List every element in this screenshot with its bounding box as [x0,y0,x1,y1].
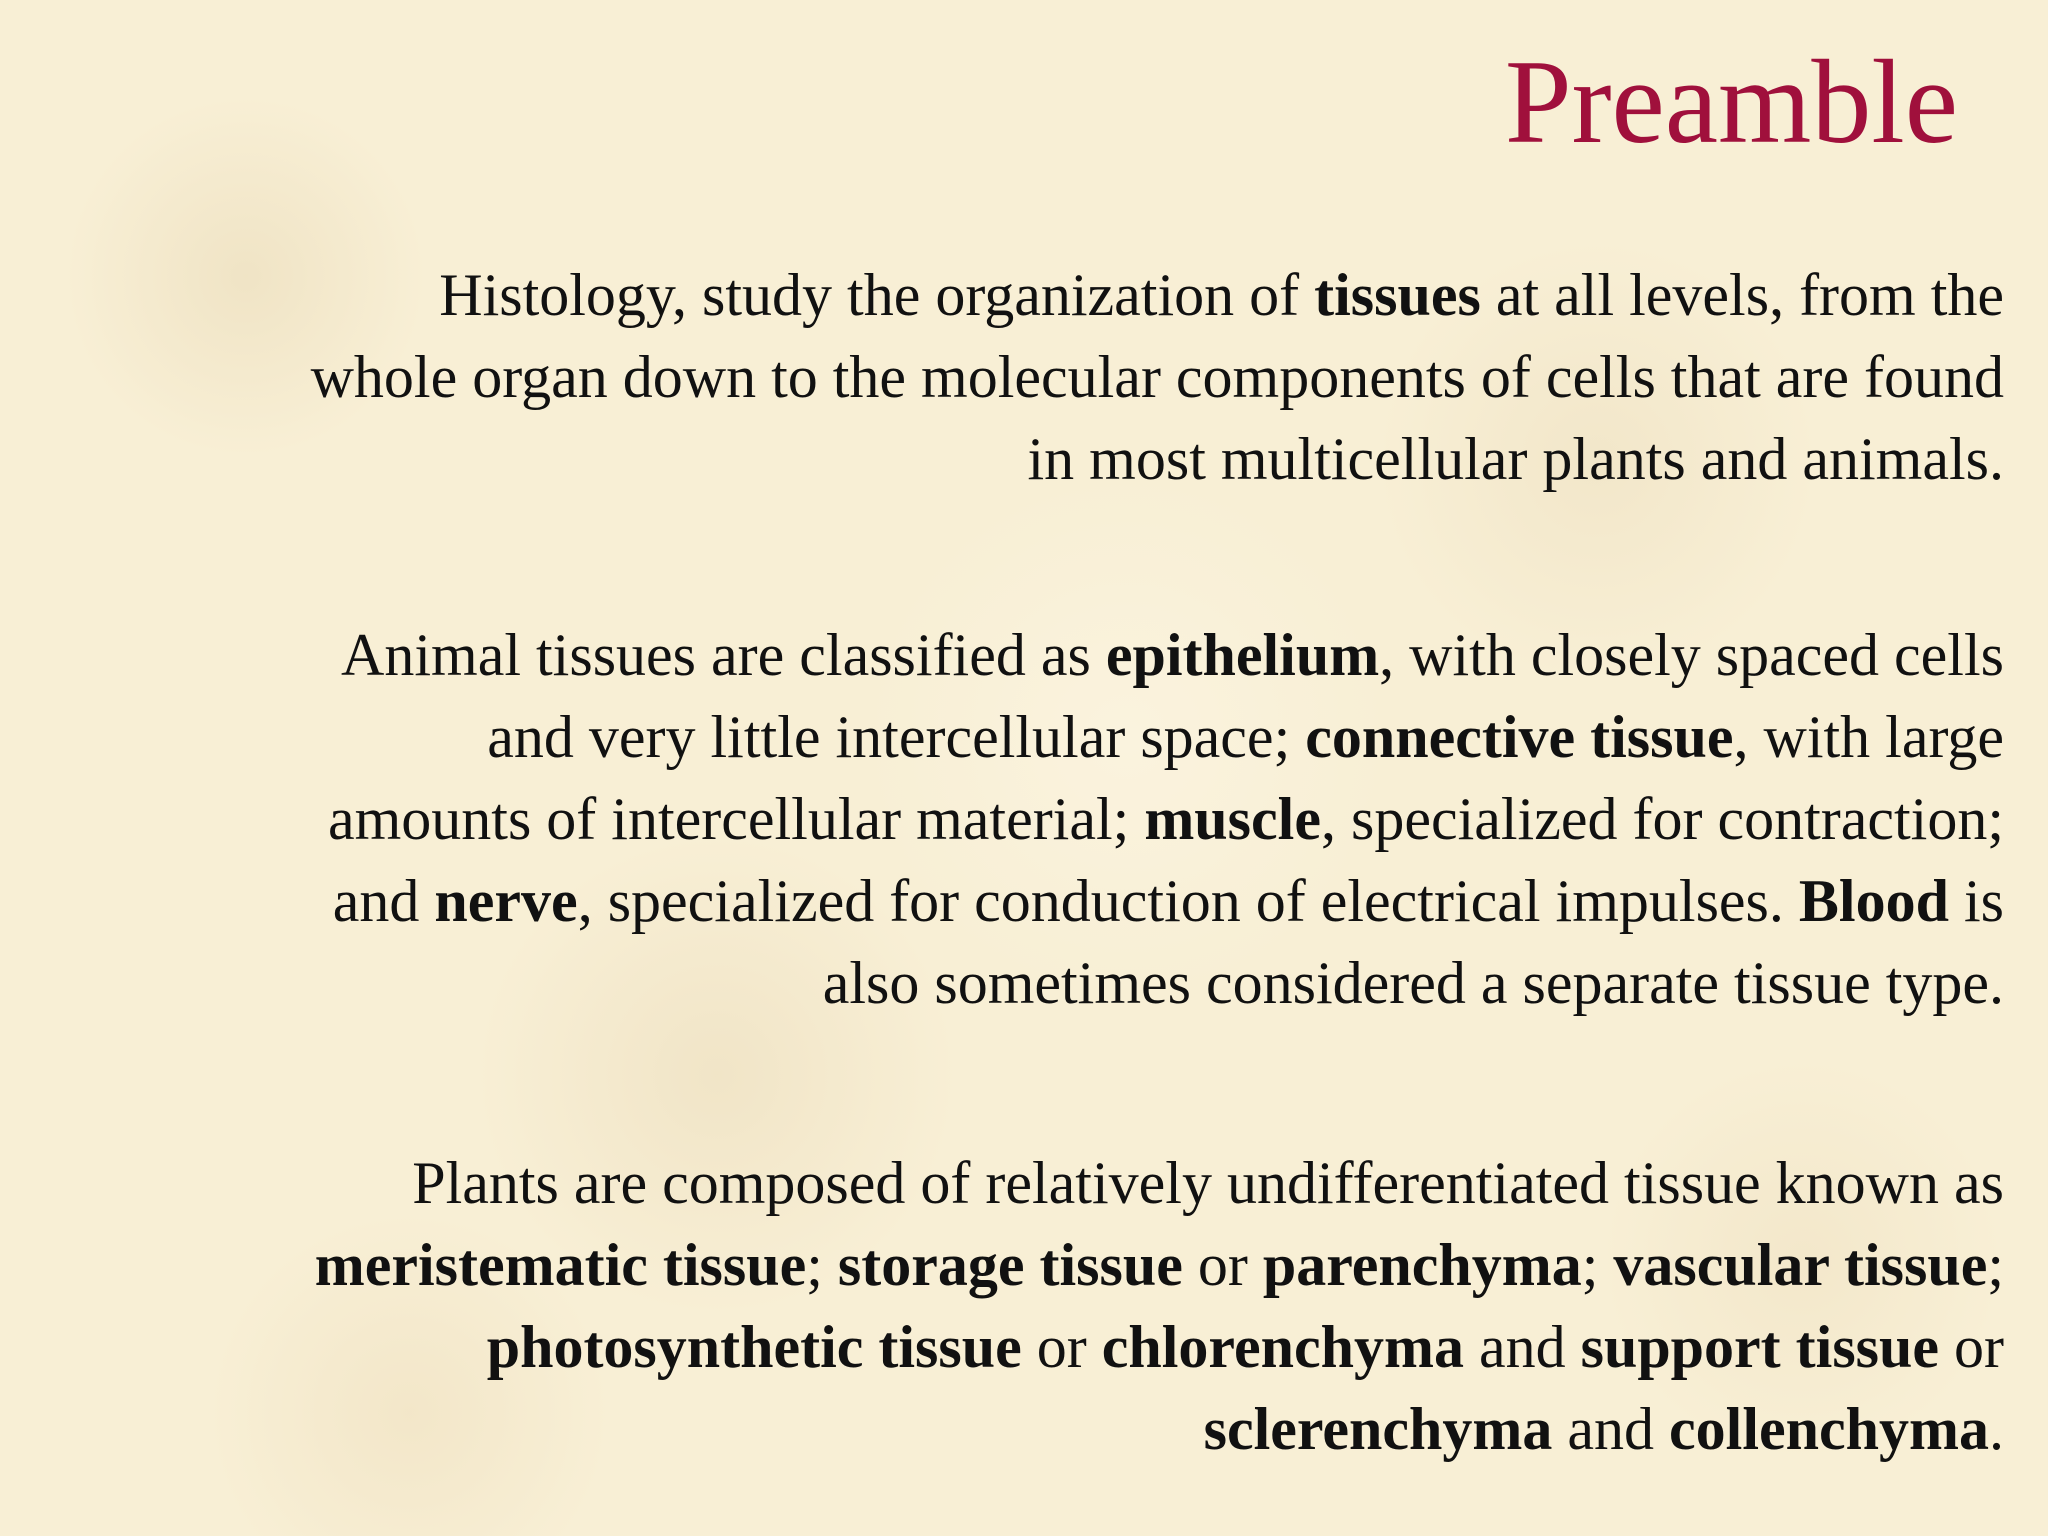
text-run: or [1021,1314,1102,1380]
text-run: . [1989,1396,2004,1462]
bold-term: vascular tissue [1613,1232,1988,1298]
text-run: Histology, study the organization of [439,262,1315,328]
text-run: or [1939,1314,2004,1380]
paragraph-plant-tissues [70,1142,2004,1470]
text-line [70,860,2004,942]
paragraph-text [70,614,2004,1024]
text-line [70,1388,2004,1470]
text-run: ; [806,1232,838,1298]
bold-term: nerve [434,868,578,934]
text-run: , specialized for conduction of electrical impulses. [577,868,1799,934]
bold-term: parenchyma [1262,1232,1582,1298]
bold-term: support tissue [1580,1314,1940,1380]
bold-term: tissues [1314,262,1481,328]
text-run: and very little intercellular space; [487,704,1306,770]
text-run: , with large [1733,704,2004,770]
text-run: amounts of intercellular material; [327,786,1145,852]
text-run: or [1182,1232,1263,1298]
text-line [70,1224,2004,1306]
text-line [70,254,2004,336]
text-run: and [1463,1314,1581,1380]
text-run: in most multicellular plants and animals. [1027,426,2004,492]
bold-term: epithelium [1105,622,1380,688]
text-line [70,614,2004,696]
bold-term: connective tissue [1305,704,1734,770]
text-run: Plants are composed of relatively undifferentiated tissue known as [412,1150,2004,1216]
text-run: and [1552,1396,1670,1462]
text-line [70,1306,2004,1388]
text-line [70,942,2004,1024]
paragraph-animal-tissues [70,614,2004,1024]
text-line [70,1142,2004,1224]
paragraph-text [70,254,2004,500]
bold-term: storage tissue [837,1232,1183,1298]
paragraph-histology [70,254,2004,500]
text-line [70,418,2004,500]
text-line [70,696,2004,778]
bold-term: collenchyma [1669,1396,1989,1462]
text-run: whole organ down to the molecular components of cells that are found [310,344,2004,410]
bold-term: chlorenchyma [1101,1314,1464,1380]
text-run: ; [1581,1232,1614,1298]
text-run: ; [1987,1232,2004,1298]
text-line [70,778,2004,860]
text-run: at all levels, from the [1480,262,2004,328]
bold-term: photosynthetic tissue [486,1314,1022,1380]
bold-term: sclerenchyma [1203,1396,1553,1462]
text-run: , specialized for contraction; [1320,786,2004,852]
text-line [70,336,2004,418]
bold-term: meristematic tissue [314,1232,807,1298]
slide-title: Preamble [1504,35,1958,168]
paragraph-text [70,1142,2004,1470]
text-run: , with closely spaced cells [1379,622,2004,688]
bold-term: Blood [1798,868,1949,934]
text-run: and [332,868,435,934]
text-run: is [1948,868,2004,934]
text-run: also sometimes considered a separate tissue type. [822,950,2004,1016]
bold-term: muscle [1144,786,1321,852]
text-run: Animal tissues are classified as [341,622,1106,688]
